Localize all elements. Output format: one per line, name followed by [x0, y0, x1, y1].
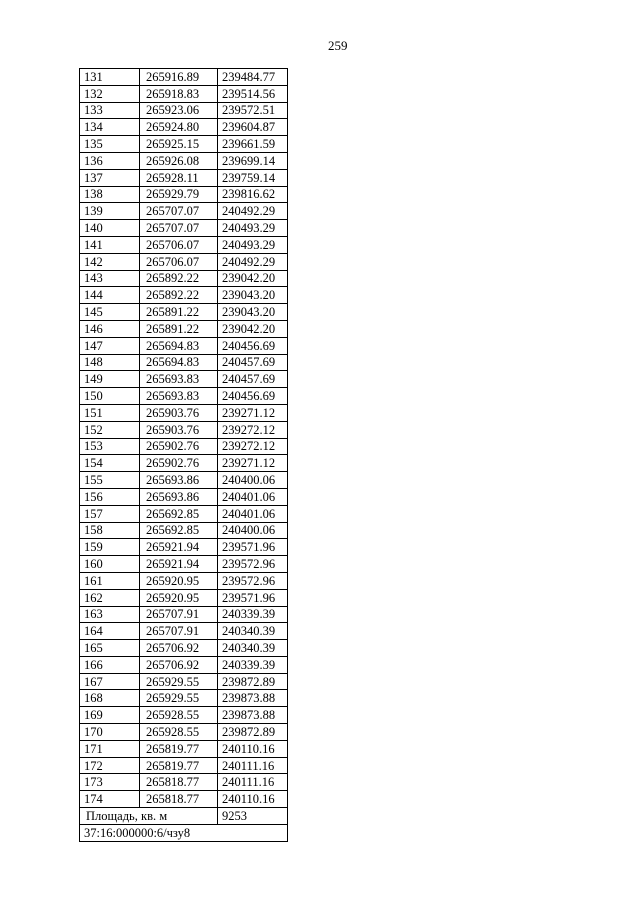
coordinate-x: 265818.77 — [140, 774, 218, 791]
table-row — [80, 673, 288, 690]
coordinate-x: 265916.89 — [140, 69, 218, 86]
table-row — [80, 656, 288, 673]
coordinate-y: 239272.12 — [218, 421, 288, 438]
coordinate-y: 239873.88 — [218, 707, 288, 724]
coordinate-y: 240110.16 — [218, 791, 288, 808]
point-number: 173 — [80, 774, 140, 791]
point-number: 163 — [80, 606, 140, 623]
table-row — [80, 152, 288, 169]
point-number: 135 — [80, 136, 140, 153]
coordinate-y: 239042.20 — [218, 270, 288, 287]
table-row — [80, 119, 288, 136]
table-row — [80, 220, 288, 237]
coordinate-x: 265929.55 — [140, 673, 218, 690]
point-number: 168 — [80, 690, 140, 707]
coordinate-y: 239661.59 — [218, 136, 288, 153]
coordinate-y: 239873.88 — [218, 690, 288, 707]
coordinate-y: 239699.14 — [218, 152, 288, 169]
coordinate-y: 239043.20 — [218, 287, 288, 304]
point-number: 157 — [80, 505, 140, 522]
coordinate-y: 239484.77 — [218, 69, 288, 86]
coordinate-x: 265694.83 — [140, 337, 218, 354]
coordinate-x: 265921.94 — [140, 539, 218, 556]
coordinate-x: 265694.83 — [140, 354, 218, 371]
coordinate-x: 265918.83 — [140, 85, 218, 102]
table-row — [80, 539, 288, 556]
table-row — [80, 236, 288, 253]
table-row — [80, 388, 288, 405]
coordinate-y: 239271.12 — [218, 455, 288, 472]
table-row — [80, 186, 288, 203]
point-number: 160 — [80, 556, 140, 573]
coordinate-y: 240400.06 — [218, 522, 288, 539]
coordinate-y: 240493.29 — [218, 220, 288, 237]
area-label: Площадь, кв. м — [80, 808, 218, 825]
point-number: 155 — [80, 472, 140, 489]
coordinate-x: 265707.07 — [140, 203, 218, 220]
coordinate-x: 265707.07 — [140, 220, 218, 237]
coordinate-y: 239572.51 — [218, 102, 288, 119]
point-number: 145 — [80, 304, 140, 321]
coordinate-y: 239271.12 — [218, 404, 288, 421]
point-number: 154 — [80, 455, 140, 472]
coordinate-y: 240111.16 — [218, 774, 288, 791]
table-row — [80, 472, 288, 489]
table-row — [80, 203, 288, 220]
coordinate-x: 265706.07 — [140, 253, 218, 270]
coordinate-y: 240457.69 — [218, 354, 288, 371]
point-number: 166 — [80, 656, 140, 673]
table-row — [80, 740, 288, 757]
coordinate-y: 240401.06 — [218, 505, 288, 522]
coordinate-x: 265706.92 — [140, 656, 218, 673]
coordinate-x: 265920.95 — [140, 589, 218, 606]
coordinate-y: 240492.29 — [218, 253, 288, 270]
coordinate-y: 239872.89 — [218, 724, 288, 741]
point-number: 142 — [80, 253, 140, 270]
point-number: 162 — [80, 589, 140, 606]
coordinate-x: 265818.77 — [140, 791, 218, 808]
table-row — [80, 455, 288, 472]
coordinate-x: 265903.76 — [140, 404, 218, 421]
coordinate-y: 240340.39 — [218, 640, 288, 657]
point-number: 169 — [80, 707, 140, 724]
coordinate-x: 265925.15 — [140, 136, 218, 153]
coordinates-table — [79, 68, 288, 842]
point-number: 149 — [80, 371, 140, 388]
coordinates-table-body — [80, 69, 288, 808]
coordinate-y: 239042.20 — [218, 320, 288, 337]
table-row — [80, 85, 288, 102]
point-number: 170 — [80, 724, 140, 741]
table-row — [80, 371, 288, 388]
point-number: 139 — [80, 203, 140, 220]
coordinate-x: 265693.86 — [140, 472, 218, 489]
point-number: 161 — [80, 572, 140, 589]
coordinate-y: 239604.87 — [218, 119, 288, 136]
coordinate-x: 265892.22 — [140, 287, 218, 304]
coordinate-x: 265928.11 — [140, 169, 218, 186]
table-row — [80, 102, 288, 119]
coordinate-y: 240457.69 — [218, 371, 288, 388]
page-number: 259 — [328, 38, 348, 53]
table-row — [80, 690, 288, 707]
table-row — [80, 438, 288, 455]
coordinate-x: 265926.08 — [140, 152, 218, 169]
coordinate-x: 265929.55 — [140, 690, 218, 707]
coordinate-x: 265921.94 — [140, 556, 218, 573]
coordinate-y: 239571.96 — [218, 539, 288, 556]
area-row — [80, 808, 288, 825]
coordinate-x: 265902.76 — [140, 455, 218, 472]
coordinate-x: 265928.55 — [140, 707, 218, 724]
point-number: 164 — [80, 623, 140, 640]
coordinate-x: 265819.77 — [140, 740, 218, 757]
coordinate-y: 239043.20 — [218, 304, 288, 321]
coordinate-y: 239572.96 — [218, 572, 288, 589]
coordinate-y: 239514.56 — [218, 85, 288, 102]
point-number: 136 — [80, 152, 140, 169]
coordinate-x: 265706.92 — [140, 640, 218, 657]
table-row — [80, 69, 288, 86]
table-row — [80, 505, 288, 522]
table-row — [80, 320, 288, 337]
table-row — [80, 724, 288, 741]
point-number: 138 — [80, 186, 140, 203]
table-row — [80, 572, 288, 589]
table-row — [80, 556, 288, 573]
table-row — [80, 354, 288, 371]
point-number: 150 — [80, 388, 140, 405]
table-row — [80, 421, 288, 438]
table-row — [80, 606, 288, 623]
point-number: 151 — [80, 404, 140, 421]
point-number: 153 — [80, 438, 140, 455]
point-number: 159 — [80, 539, 140, 556]
coordinate-y: 240400.06 — [218, 472, 288, 489]
coordinate-y: 240456.69 — [218, 388, 288, 405]
coordinate-x: 265891.22 — [140, 304, 218, 321]
coordinate-y: 240492.29 — [218, 203, 288, 220]
coordinate-y: 240339.39 — [218, 606, 288, 623]
point-number: 133 — [80, 102, 140, 119]
point-number: 140 — [80, 220, 140, 237]
coordinate-y: 240401.06 — [218, 488, 288, 505]
coordinate-y: 239572.96 — [218, 556, 288, 573]
table-row — [80, 774, 288, 791]
coordinate-x: 265928.55 — [140, 724, 218, 741]
table-row — [80, 337, 288, 354]
point-number: 152 — [80, 421, 140, 438]
coordinate-y: 240111.16 — [218, 757, 288, 774]
coordinate-x: 265693.83 — [140, 371, 218, 388]
point-number: 134 — [80, 119, 140, 136]
table-row — [80, 304, 288, 321]
coordinate-x: 265929.79 — [140, 186, 218, 203]
table-row — [80, 404, 288, 421]
coordinate-y: 240339.39 — [218, 656, 288, 673]
coordinate-y: 240110.16 — [218, 740, 288, 757]
coordinate-y: 239872.89 — [218, 673, 288, 690]
coordinate-x: 265892.22 — [140, 270, 218, 287]
coordinate-y: 239759.14 — [218, 169, 288, 186]
coordinate-y: 239816.62 — [218, 186, 288, 203]
point-number: 137 — [80, 169, 140, 186]
coordinate-x: 265923.06 — [140, 102, 218, 119]
point-number: 141 — [80, 236, 140, 253]
point-number: 131 — [80, 69, 140, 86]
coordinate-x: 265693.86 — [140, 488, 218, 505]
point-number: 165 — [80, 640, 140, 657]
point-number: 132 — [80, 85, 140, 102]
coordinate-x: 265692.85 — [140, 522, 218, 539]
point-number: 156 — [80, 488, 140, 505]
point-number: 147 — [80, 337, 140, 354]
table-row — [80, 757, 288, 774]
coordinate-x: 265706.07 — [140, 236, 218, 253]
coordinate-y: 239571.96 — [218, 589, 288, 606]
table-row — [80, 253, 288, 270]
coordinate-y: 240456.69 — [218, 337, 288, 354]
table-row — [80, 522, 288, 539]
parcel-row — [80, 824, 288, 841]
coordinate-x: 265903.76 — [140, 421, 218, 438]
point-number: 148 — [80, 354, 140, 371]
table-row — [80, 169, 288, 186]
point-number: 158 — [80, 522, 140, 539]
table-row — [80, 136, 288, 153]
coordinate-x: 265902.76 — [140, 438, 218, 455]
parcel-id: 37:16:000000:6/чзу8 — [80, 824, 288, 841]
coordinate-x: 265692.85 — [140, 505, 218, 522]
table-row — [80, 488, 288, 505]
point-number: 144 — [80, 287, 140, 304]
coordinate-x: 265819.77 — [140, 757, 218, 774]
point-number: 167 — [80, 673, 140, 690]
coordinate-y: 239272.12 — [218, 438, 288, 455]
table-row — [80, 287, 288, 304]
coordinate-y: 240340.39 — [218, 623, 288, 640]
table-row — [80, 707, 288, 724]
coordinate-y: 240493.29 — [218, 236, 288, 253]
point-number: 172 — [80, 757, 140, 774]
point-number: 143 — [80, 270, 140, 287]
point-number: 171 — [80, 740, 140, 757]
coordinate-x: 265891.22 — [140, 320, 218, 337]
table-row — [80, 791, 288, 808]
coordinate-x: 265707.91 — [140, 606, 218, 623]
point-number: 146 — [80, 320, 140, 337]
table-row — [80, 270, 288, 287]
coordinate-x: 265924.80 — [140, 119, 218, 136]
table-row — [80, 589, 288, 606]
point-number: 174 — [80, 791, 140, 808]
coordinate-x: 265707.91 — [140, 623, 218, 640]
table-row — [80, 640, 288, 657]
coordinate-x: 265693.83 — [140, 388, 218, 405]
area-value: 9253 — [218, 808, 288, 825]
table-row — [80, 623, 288, 640]
coordinate-x: 265920.95 — [140, 572, 218, 589]
